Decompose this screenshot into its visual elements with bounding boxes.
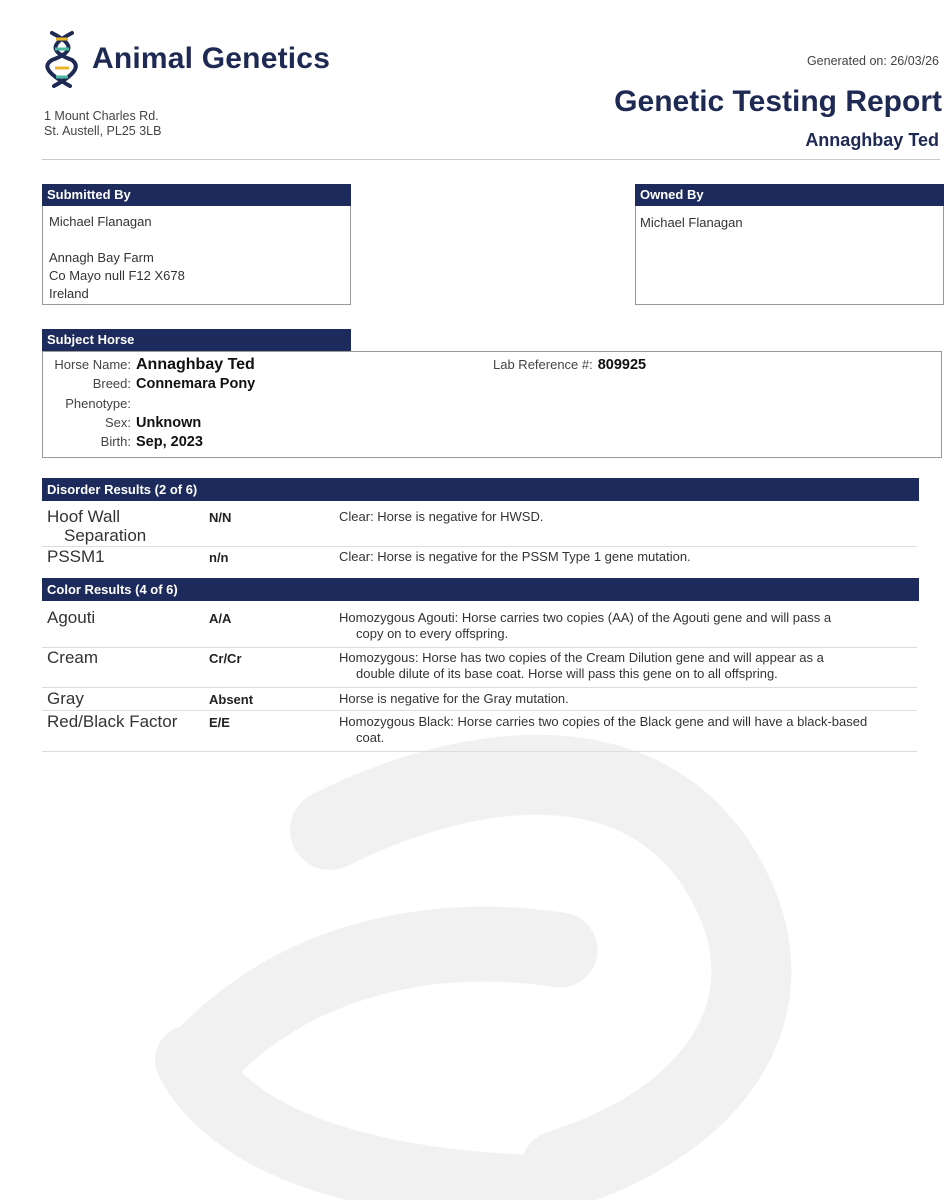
submitted-by-box [42,184,351,305]
description-line: double dilute of its base coat. Horse will pass this gene on to all offspring. [356,666,778,681]
phenotype-field [43,396,136,411]
sex-field [43,415,201,431]
genotype-code: n/n [209,550,229,565]
owned-by-body [635,206,944,305]
subject-horse-title: Subject Horse [42,329,351,351]
description-line: coat. [356,730,385,745]
gene-name: Gray [47,689,84,708]
color-results-header: Color Results (4 of 6) [42,578,919,601]
horse-name-value: Annaghbay Ted [136,356,255,373]
gene-name [47,507,146,545]
header-divider [42,159,940,160]
result-row [42,507,917,547]
result-row [42,689,917,711]
genotype-code: N/N [209,510,232,525]
dna-helix-icon [44,30,80,88]
description-line: copy on to every offspring. [356,626,509,641]
report-horse-name: Annaghbay Ted [805,130,939,150]
genotype-code: A/A [209,611,232,626]
breed-field [43,376,255,392]
result-description [339,650,929,682]
lab-address [44,109,161,139]
lab-reference-field [493,357,646,373]
breed-label: Breed: [92,376,131,391]
gene-name: Cream [47,648,99,667]
submitter-name: Michael Flanagan [49,214,152,229]
owner-name: Michael Flanagan [640,215,743,230]
report-title: Genetic Testing Report [614,85,942,118]
genotype-code: Cr/Cr [209,651,242,666]
birth-value: Sep, 2023 [136,434,203,450]
result-description [339,610,929,642]
result-description: Horse is negative for the Gray mutation. [339,691,569,706]
breed-value: Connemara Pony [136,376,256,392]
result-description: Clear: Horse is negative for HWSD. [339,509,544,524]
sex-value: Unknown [136,415,202,431]
result-row [42,648,917,688]
owned-by-box [635,184,944,305]
birth-label: Birth: [100,434,131,449]
generated-date: Generated on: 26/03/26 [806,54,939,68]
address-line: 1 Mount Charles Rd. [44,109,159,123]
description-line: Homozygous Black: Horse carries two copies of the Black gene and will have a black-based [339,714,868,729]
gene-name: PSSM1 [47,547,105,566]
result-description [339,714,929,746]
lab-reference-label: Lab Reference #: [493,357,593,372]
spacer [49,231,344,249]
genotype-code: E/E [209,715,230,730]
submitter-address-line: Co Mayo null F12 X678 [49,268,185,283]
result-row [42,712,917,752]
phenotype-label: Phenotype: [65,396,131,411]
sex-label: Sex: [104,415,131,430]
description-line: Homozygous Agouti: Horse carries two copies (AA) of the Agouti gene and will pass a [339,610,832,625]
owned-by-title: Owned By [635,184,944,206]
brand-name: Animal Genetics [92,42,331,75]
address-line: St. Austell, PL25 3LB [44,124,162,138]
subject-horse-body [42,351,942,458]
genotype-code: Absent [209,692,254,707]
brand-logo [44,30,330,88]
birth-field [43,434,203,450]
lab-reference-value: 809925 [597,357,647,373]
description-line: Homozygous: Horse has two copies of the Cream Dilution gene and will appear as a [339,650,824,665]
submitter-address-line: Ireland [49,286,89,301]
result-description: Clear: Horse is negative for the PSSM Type 1 gene mutation. [339,549,691,564]
disorder-results-header: Disorder Results (2 of 6) [42,478,919,501]
gene-name: Agouti [47,608,96,627]
gene-name-line: Separation [64,526,147,545]
submitted-by-title: Submitted By [42,184,351,206]
horse-name-label: Horse Name: [54,357,131,372]
gene-name-line: Hoof Wall [47,507,121,526]
horse-name-field [43,356,255,374]
submitted-by-body [42,206,351,305]
submitter-address-line: Annagh Bay Farm [49,250,154,265]
result-row [42,547,917,571]
result-row [42,608,917,648]
gene-name: Red/Black Factor [47,712,178,731]
